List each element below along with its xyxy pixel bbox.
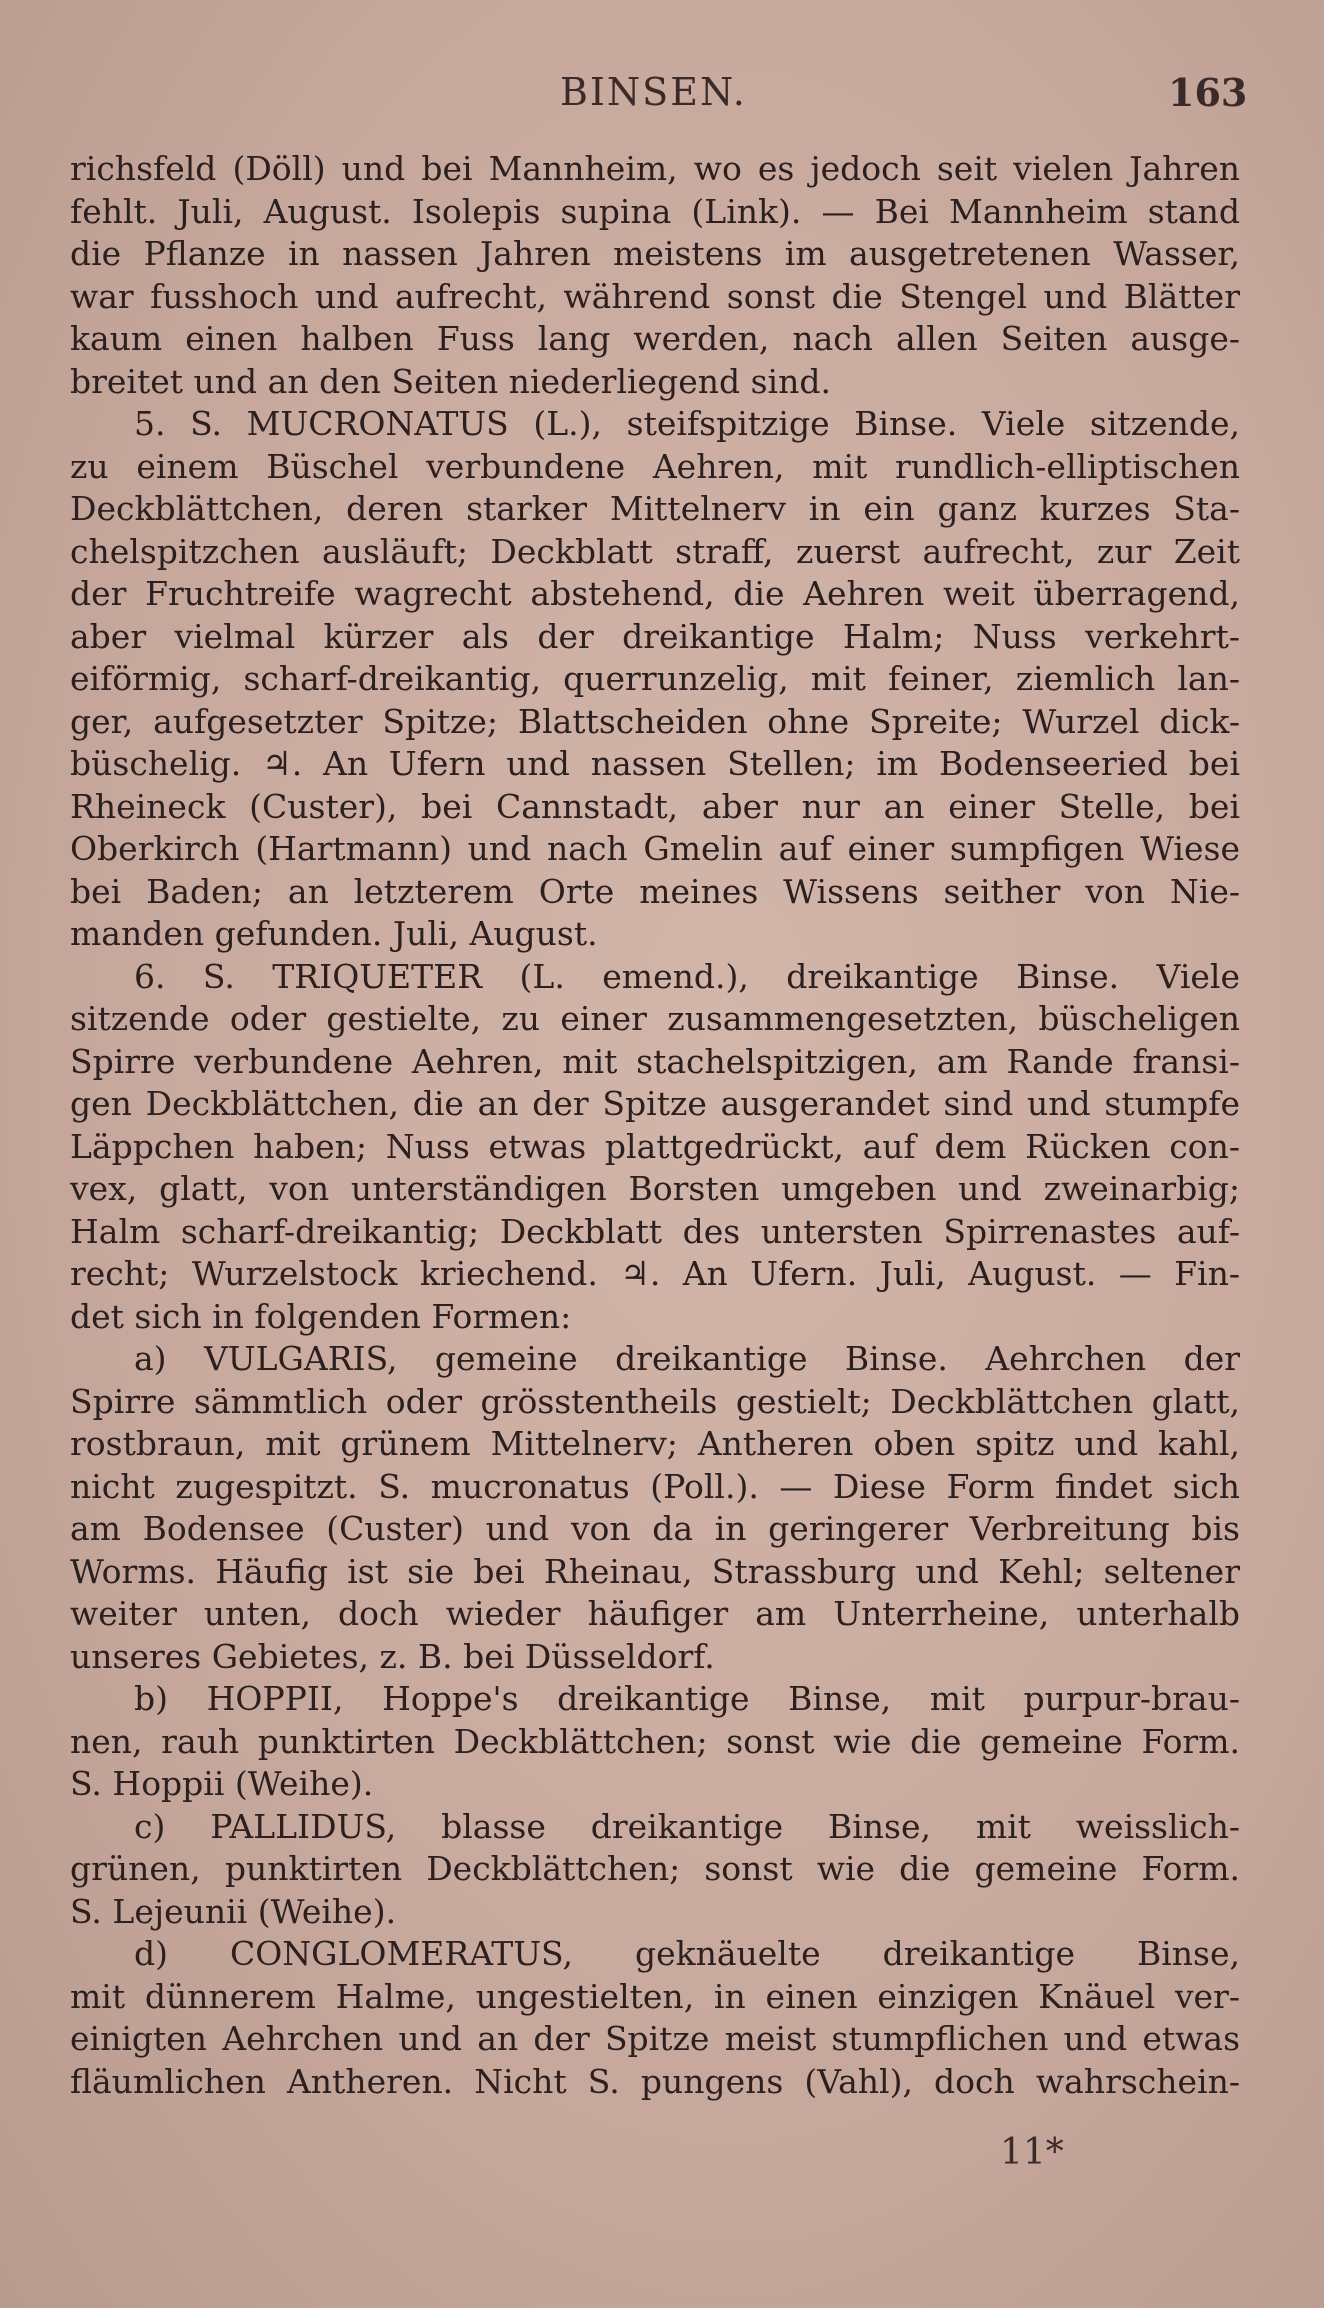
text-line: Deckblättchen, deren starker Mittelnerv in ein ganz kurzes Sta-: [70, 489, 1240, 528]
text-line: fehlt. Juli, August. Isolepis supina (Link). — Bei Mannheim stand: [70, 191, 1240, 231]
text-line: sitzende oder gestielte, zu einer zusammengesetzten, büscheligen: [70, 999, 1240, 1038]
text-line: Oberkirch (Hartmann) und nach Gmelin auf einer sumpfigen Wiese: [70, 829, 1240, 868]
signature-mark: 11*: [1000, 2132, 1064, 2173]
text-line: b) HOPPII, Hoppe's dreikantige Binse, mit purpur-brau-: [134, 1679, 1240, 1718]
text-line: nicht zugespitzt. S. mucronatus (Poll.). — Diese Form findet sich: [70, 1466, 1240, 1506]
text-line: büschelig. ♃. An Ufern und nassen Stellen; im Bodenseeried bei: [70, 744, 1240, 783]
text-line: manden gefunden. Juli, August.: [70, 914, 598, 953]
text-line: det sich in folgenden Formen:: [70, 1296, 572, 1336]
text-line: zu einem Büschel verbundene Aehren, mit rundlich-elliptischen: [70, 446, 1240, 486]
text-line: a) VULGARIS, gemeine dreikantige Binse. Aehrchen der: [134, 1339, 1240, 1378]
text-line: am Bodensee (Custer) und von da in geringerer Verbreitung bis: [70, 1509, 1240, 1548]
text-line: Worms. Häufig ist sie bei Rheinau, Strassburg und Kehl; seltener: [70, 1551, 1240, 1591]
body-text: [70, 148, 1240, 2103]
text-line: S. Lejeunii (Weihe).: [70, 1891, 397, 1931]
text-line: 5. S. MUCRONATUS (L.), steifspitzige Binse. Viele sitzende,: [134, 404, 1240, 443]
text-line: der Fruchtreife wagrecht abstehend, die Aehren weit überragend,: [70, 574, 1240, 613]
running-header-title: BINSEN.: [560, 70, 747, 114]
text-line: die Pflanze in nassen Jahren meistens im ausgetretenen Wasser,: [70, 234, 1240, 273]
text-line: Läppchen haben; Nuss etwas plattgedrückt, auf dem Rücken con-: [70, 1126, 1240, 1166]
text-line: vex, glatt, von unterständigen Borsten umgeben und zweinarbig;: [70, 1169, 1240, 1208]
text-line: kaum einen halben Fuss lang werden, nach allen Seiten ausge-: [70, 319, 1240, 358]
page-number: 163: [1168, 70, 1248, 115]
text-line: fläumlichen Antheren. Nicht S. pungens (Vahl), doch wahrschein-: [70, 2061, 1240, 2101]
text-line: c) PALLIDUS, blasse dreikantige Binse, mit weisslich-: [134, 1806, 1240, 1846]
text-line: war fusshoch und aufrecht, während sonst die Stengel und Blätter: [70, 276, 1240, 316]
text-line: nen, rauh punktirten Deckblättchen; sonst wie die gemeine Form.: [70, 1721, 1240, 1761]
text-line: rostbraun, mit grünem Mittelnerv; Antheren oben spitz und kahl,: [70, 1424, 1240, 1463]
text-line: einigten Aehrchen und an der Spitze meist stumpflichen und etwas: [70, 2019, 1240, 2058]
text-line: breitet und an den Seiten niederliegend sind.: [70, 361, 831, 401]
text-line: recht; Wurzelstock kriechend. ♃. An Ufern. Juli, August. — Fin-: [70, 1254, 1240, 1293]
text-line: grünen, punktirten Deckblättchen; sonst wie die gemeine Form.: [70, 1849, 1240, 1888]
text-line: Spirre sämmtlich oder grösstentheils gestielt; Deckblättchen glatt,: [70, 1381, 1240, 1421]
text-line: S. Hoppii (Weihe).: [70, 1764, 374, 1803]
text-line: ger, aufgesetzter Spitze; Blattscheiden ohne Spreite; Wurzel dick-: [70, 701, 1240, 741]
text-line: Halm scharf-dreikantig; Deckblatt des untersten Spirrenastes auf-: [70, 1211, 1240, 1251]
text-line: chelspitzchen ausläuft; Deckblatt straff, zuerst aufrecht, zur Zeit: [70, 531, 1240, 571]
text-line: mit dünnerem Halme, ungestielten, in einen einzigen Knäuel ver-: [70, 1976, 1240, 2016]
text-line: bei Baden; an letzterem Orte meines Wissens seither von Nie-: [70, 871, 1240, 911]
text-line: Rheineck (Custer), bei Cannstadt, aber nur an einer Stelle, bei: [70, 786, 1240, 826]
text-line: richsfeld (Döll) und bei Mannheim, wo es jedoch seit vielen Jahren: [70, 149, 1240, 188]
text-line: aber vielmal kürzer als der dreikantige Halm; Nuss verkehrt-: [70, 616, 1240, 656]
text-line: gen Deckblättchen, die an der Spitze ausgerandet sind und stumpfe: [70, 1084, 1240, 1123]
text-line: Spirre verbundene Aehren, mit stachelspitzigen, am Rande fransi-: [70, 1041, 1240, 1081]
text-line: unseres Gebietes, z. B. bei Düsseldorf.: [70, 1636, 715, 1676]
text-line: 6. S. TRIQUETER (L. emend.), dreikantige Binse. Viele: [134, 956, 1240, 996]
text-line: weiter unten, doch wieder häufiger am Unterrheine, unterhalb: [70, 1594, 1240, 1633]
text-line: d) CONGLOMERATUS, geknäuelte dreikantige Binse,: [134, 1934, 1240, 1973]
text-line: eiförmig, scharf-dreikantig, querrunzelig, mit feiner, ziemlich lan-: [70, 659, 1240, 698]
